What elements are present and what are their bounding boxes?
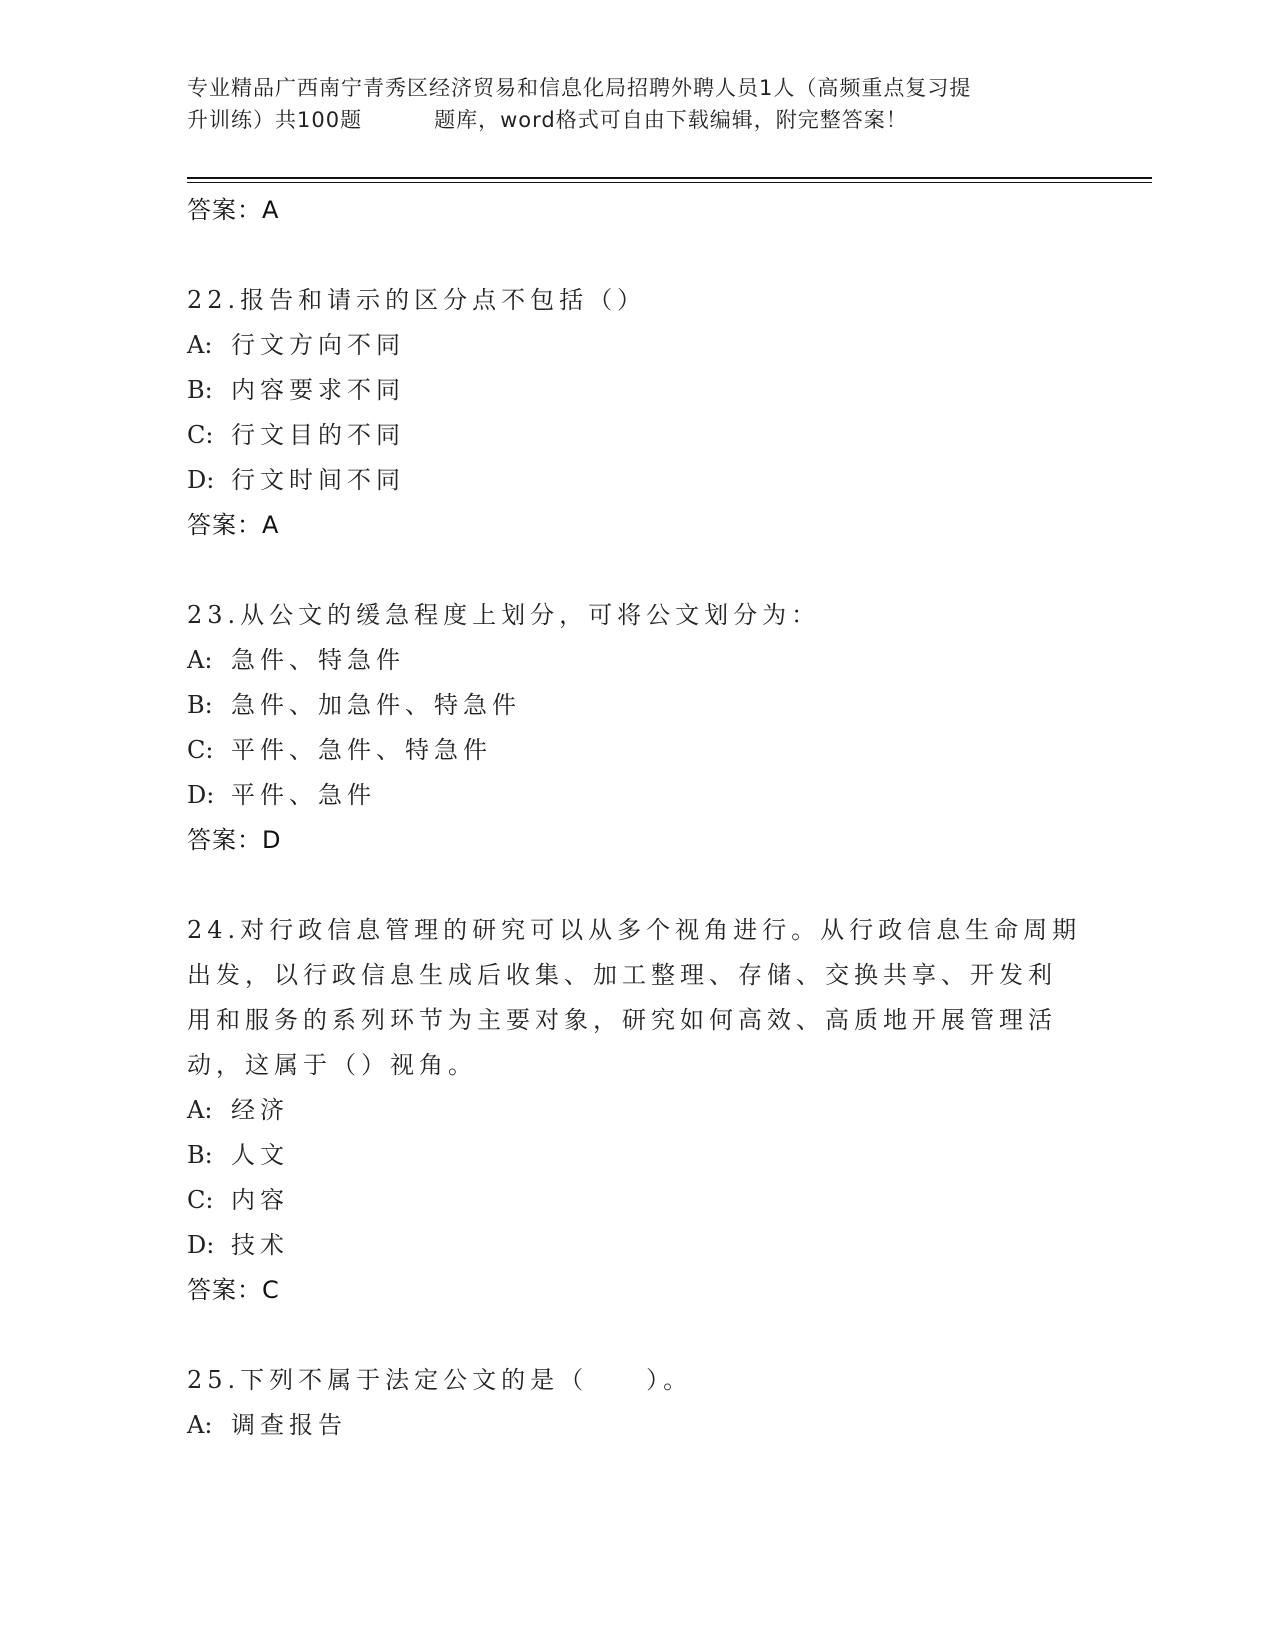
question-24-text-line: 24.对行政信息管理的研究可以从多个视角进行。从行政信息生命周期	[187, 916, 1082, 944]
option-letter: D:	[187, 781, 215, 809]
question-22-option-a	[187, 323, 1087, 368]
option-text: 平件、急件	[231, 781, 376, 809]
question-22-text: 22.报告和请示的区分点不包括（）	[187, 286, 647, 314]
question-23-option-a	[187, 638, 1087, 683]
option-letter: B:	[187, 691, 213, 719]
question-24-option-d	[187, 1223, 1087, 1268]
question-24-text-line: 出发，以行政信息生成后收集、加工整理、存储、交换共享、开发利	[187, 961, 1057, 989]
option-text: 人文	[231, 1141, 289, 1169]
option-letter: C:	[187, 421, 214, 449]
option-text: 急件、特急件	[231, 646, 405, 674]
question-22	[187, 278, 1087, 548]
option-letter: C:	[187, 736, 214, 764]
document-body	[187, 188, 1087, 1448]
option-letter: D:	[187, 466, 215, 494]
option-text: 行文时间不同	[231, 466, 405, 494]
option-letter: B:	[187, 1141, 213, 1169]
question-23-answer: 答案：D	[187, 826, 282, 854]
answer-21: 答案：A	[187, 196, 280, 224]
option-text: 急件、加急件、特急件	[231, 691, 521, 719]
header-divider-thick	[187, 177, 1152, 179]
question-23-text: 23.从公文的缓急程度上划分，可将公文划分为：	[187, 601, 821, 629]
question-24-option-a	[187, 1088, 1087, 1133]
header-line-2	[187, 104, 1087, 136]
question-24-option-c	[187, 1178, 1087, 1223]
document-header	[187, 72, 1087, 136]
question-23-option-d	[187, 773, 1087, 818]
question-24	[187, 908, 1087, 1313]
header-line-2-left: 升训练）共100题	[187, 108, 363, 132]
question-22-answer: 答案：A	[187, 511, 280, 539]
question-23-option-b	[187, 683, 1087, 728]
question-23	[187, 593, 1087, 863]
option-text: 内容要求不同	[231, 376, 405, 404]
question-22-option-d	[187, 458, 1087, 503]
question-24-answer: 答案：C	[187, 1276, 280, 1304]
question-24-text-line: 动，这属于（）视角。	[187, 1051, 477, 1079]
question-25-option-a	[187, 1403, 1087, 1448]
question-24-text-line: 用和服务的系列环节为主要对象，研究如何高效、高质地开展管理活	[187, 1006, 1057, 1034]
option-text: 经济	[231, 1096, 289, 1124]
option-letter: A:	[187, 646, 213, 674]
question-22-option-b	[187, 368, 1087, 413]
header-line-2-right: 题库，word格式可自由下载编辑，附完整答案！	[434, 108, 908, 132]
option-text: 内容	[231, 1186, 289, 1214]
option-letter: A:	[187, 1096, 213, 1124]
option-text: 平件、急件、特急件	[231, 736, 492, 764]
question-22-option-c	[187, 413, 1087, 458]
option-letter: B:	[187, 376, 213, 404]
option-letter: A:	[187, 1411, 213, 1439]
header-divider-thin	[187, 182, 1152, 183]
option-text: 行文目的不同	[231, 421, 405, 449]
header-line-1: 专业精品广西南宁青秀区经济贸易和信息化局招聘外聘人员1人（高频重点复习提	[187, 76, 972, 100]
option-text: 技术	[231, 1231, 289, 1259]
option-letter: A:	[187, 331, 213, 359]
option-text: 调查报告	[231, 1411, 347, 1439]
question-25	[187, 1358, 1087, 1448]
question-24-option-b	[187, 1133, 1087, 1178]
question-23-option-c	[187, 728, 1087, 773]
option-letter: D:	[187, 1231, 215, 1259]
option-letter: C:	[187, 1186, 214, 1214]
question-25-text: 25.下列不属于法定公文的是（ ）。	[187, 1366, 693, 1394]
option-text: 行文方向不同	[231, 331, 405, 359]
